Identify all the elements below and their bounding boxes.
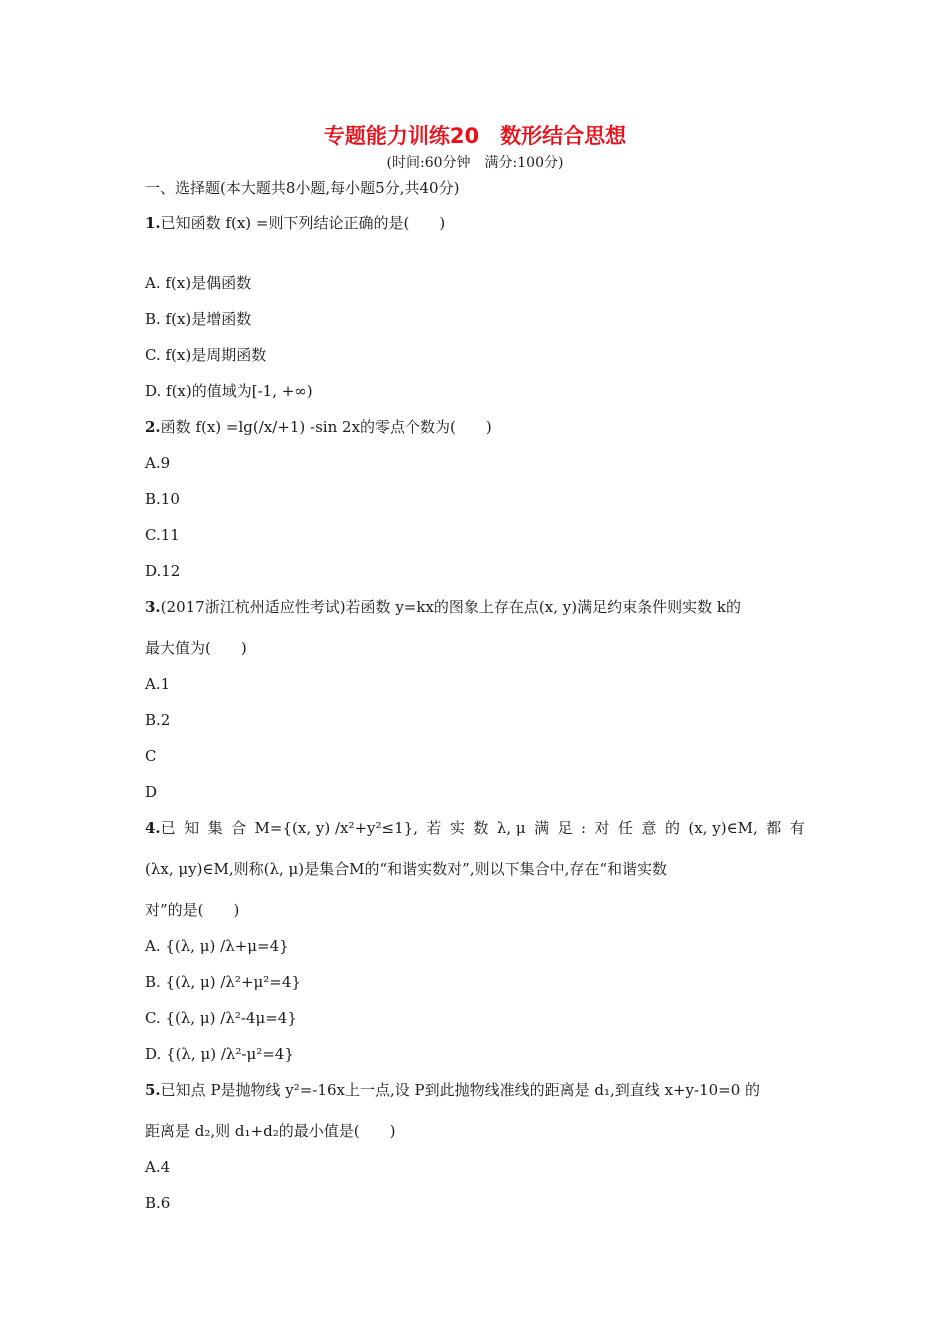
question-stem-cont: 最大值为( ) <box>145 639 247 657</box>
option: A.1 <box>145 675 171 693</box>
option: B.10 <box>145 490 180 508</box>
option: D <box>145 783 158 801</box>
option: A. {(λ, μ) /λ+μ=4} <box>145 937 289 955</box>
stem-word: 已 <box>160 819 176 837</box>
option: A.4 <box>145 1158 171 1176</box>
stem-word: 满 <box>534 819 550 837</box>
stem-word: 集 <box>207 819 223 837</box>
option: C. {(λ, μ) /λ²-4μ=4} <box>145 1009 297 1027</box>
question-3 <box>145 597 741 617</box>
question-number: 2. <box>145 418 161 436</box>
stem-word: : <box>581 819 587 837</box>
option: B.2 <box>145 711 171 729</box>
stem-word: 实 <box>449 819 465 837</box>
question-2 <box>145 417 492 437</box>
stem-word: 的 <box>664 819 680 837</box>
page-subtitle: (时间:60分钟 满分:100分) <box>386 155 564 171</box>
question-stem-cont: 对”的是( ) <box>145 901 240 919</box>
stem-word: 数 <box>473 819 489 837</box>
stem-word: 都 <box>766 819 782 837</box>
question-number: 4. <box>145 819 161 837</box>
option: A.9 <box>145 454 171 472</box>
option: C. f(x)是周期函数 <box>145 346 267 364</box>
question-stem: 已知点 P是抛物线 y²=-16x上一点,设 P到此抛物线准线的距离是 d₁,到直线 x+y-10=0 的 <box>160 1081 761 1099</box>
section-heading: 一、选择题(本大题共8小题,每小题5分,共40分) <box>145 179 460 197</box>
option: C.11 <box>145 526 180 544</box>
question-stem: (2017浙江杭州适应性考试)若函数 y=kx的图象上存在点(x, y)满足约束条件则实数 k的 <box>160 598 741 616</box>
stem-word: 合 <box>231 819 247 837</box>
stem-word: 有 <box>789 819 805 837</box>
option: D. {(λ, μ) /λ²-μ²=4} <box>145 1045 294 1063</box>
option: A. f(x)是偶函数 <box>145 274 252 292</box>
option: B.6 <box>145 1194 171 1212</box>
question-5 <box>145 1080 760 1100</box>
question-stem: 已知函数 f(x) =则下列结论正确的是( ) <box>160 214 446 232</box>
question-4 <box>145 818 805 838</box>
option: B. {(λ, μ) /λ²+μ²=4} <box>145 973 301 991</box>
stem-word: λ, μ <box>496 819 526 837</box>
stem-word: 知 <box>184 819 200 837</box>
question-number: 1. <box>145 214 161 232</box>
question-stem-cont: 距离是 d₂,则 d₁+d₂的最小值是( ) <box>145 1122 396 1140</box>
question-stem: 函数 f(x) =lg(/x/+1) -sin 2x的零点个数为( ) <box>160 418 492 436</box>
option: B. f(x)是增函数 <box>145 310 252 328</box>
question-1 <box>145 213 445 233</box>
question-number: 3. <box>145 598 161 616</box>
page-title: 专题能力训练20 数形结合思想 <box>323 124 627 148</box>
stem-word: 对 <box>594 819 610 837</box>
stem-word: M={(x, y) /x²+y²≤1}, <box>254 819 418 837</box>
option: D. f(x)的值域为[-1, +∞) <box>145 382 313 400</box>
option: D.12 <box>145 562 181 580</box>
stem-word: 任 <box>618 819 634 837</box>
stem-word: (x, y)∈M, <box>688 819 758 837</box>
stem-word: 意 <box>641 819 657 837</box>
stem-word: 足 <box>557 819 573 837</box>
option: C <box>145 747 157 765</box>
question-stem-cont: (λx, μy)∈M,则称(λ, μ)是集合M的“和谐实数对”,则以下集合中,存在“和谐实数 <box>145 860 668 878</box>
question-number: 5. <box>145 1081 161 1099</box>
stem-word: 若 <box>426 819 442 837</box>
